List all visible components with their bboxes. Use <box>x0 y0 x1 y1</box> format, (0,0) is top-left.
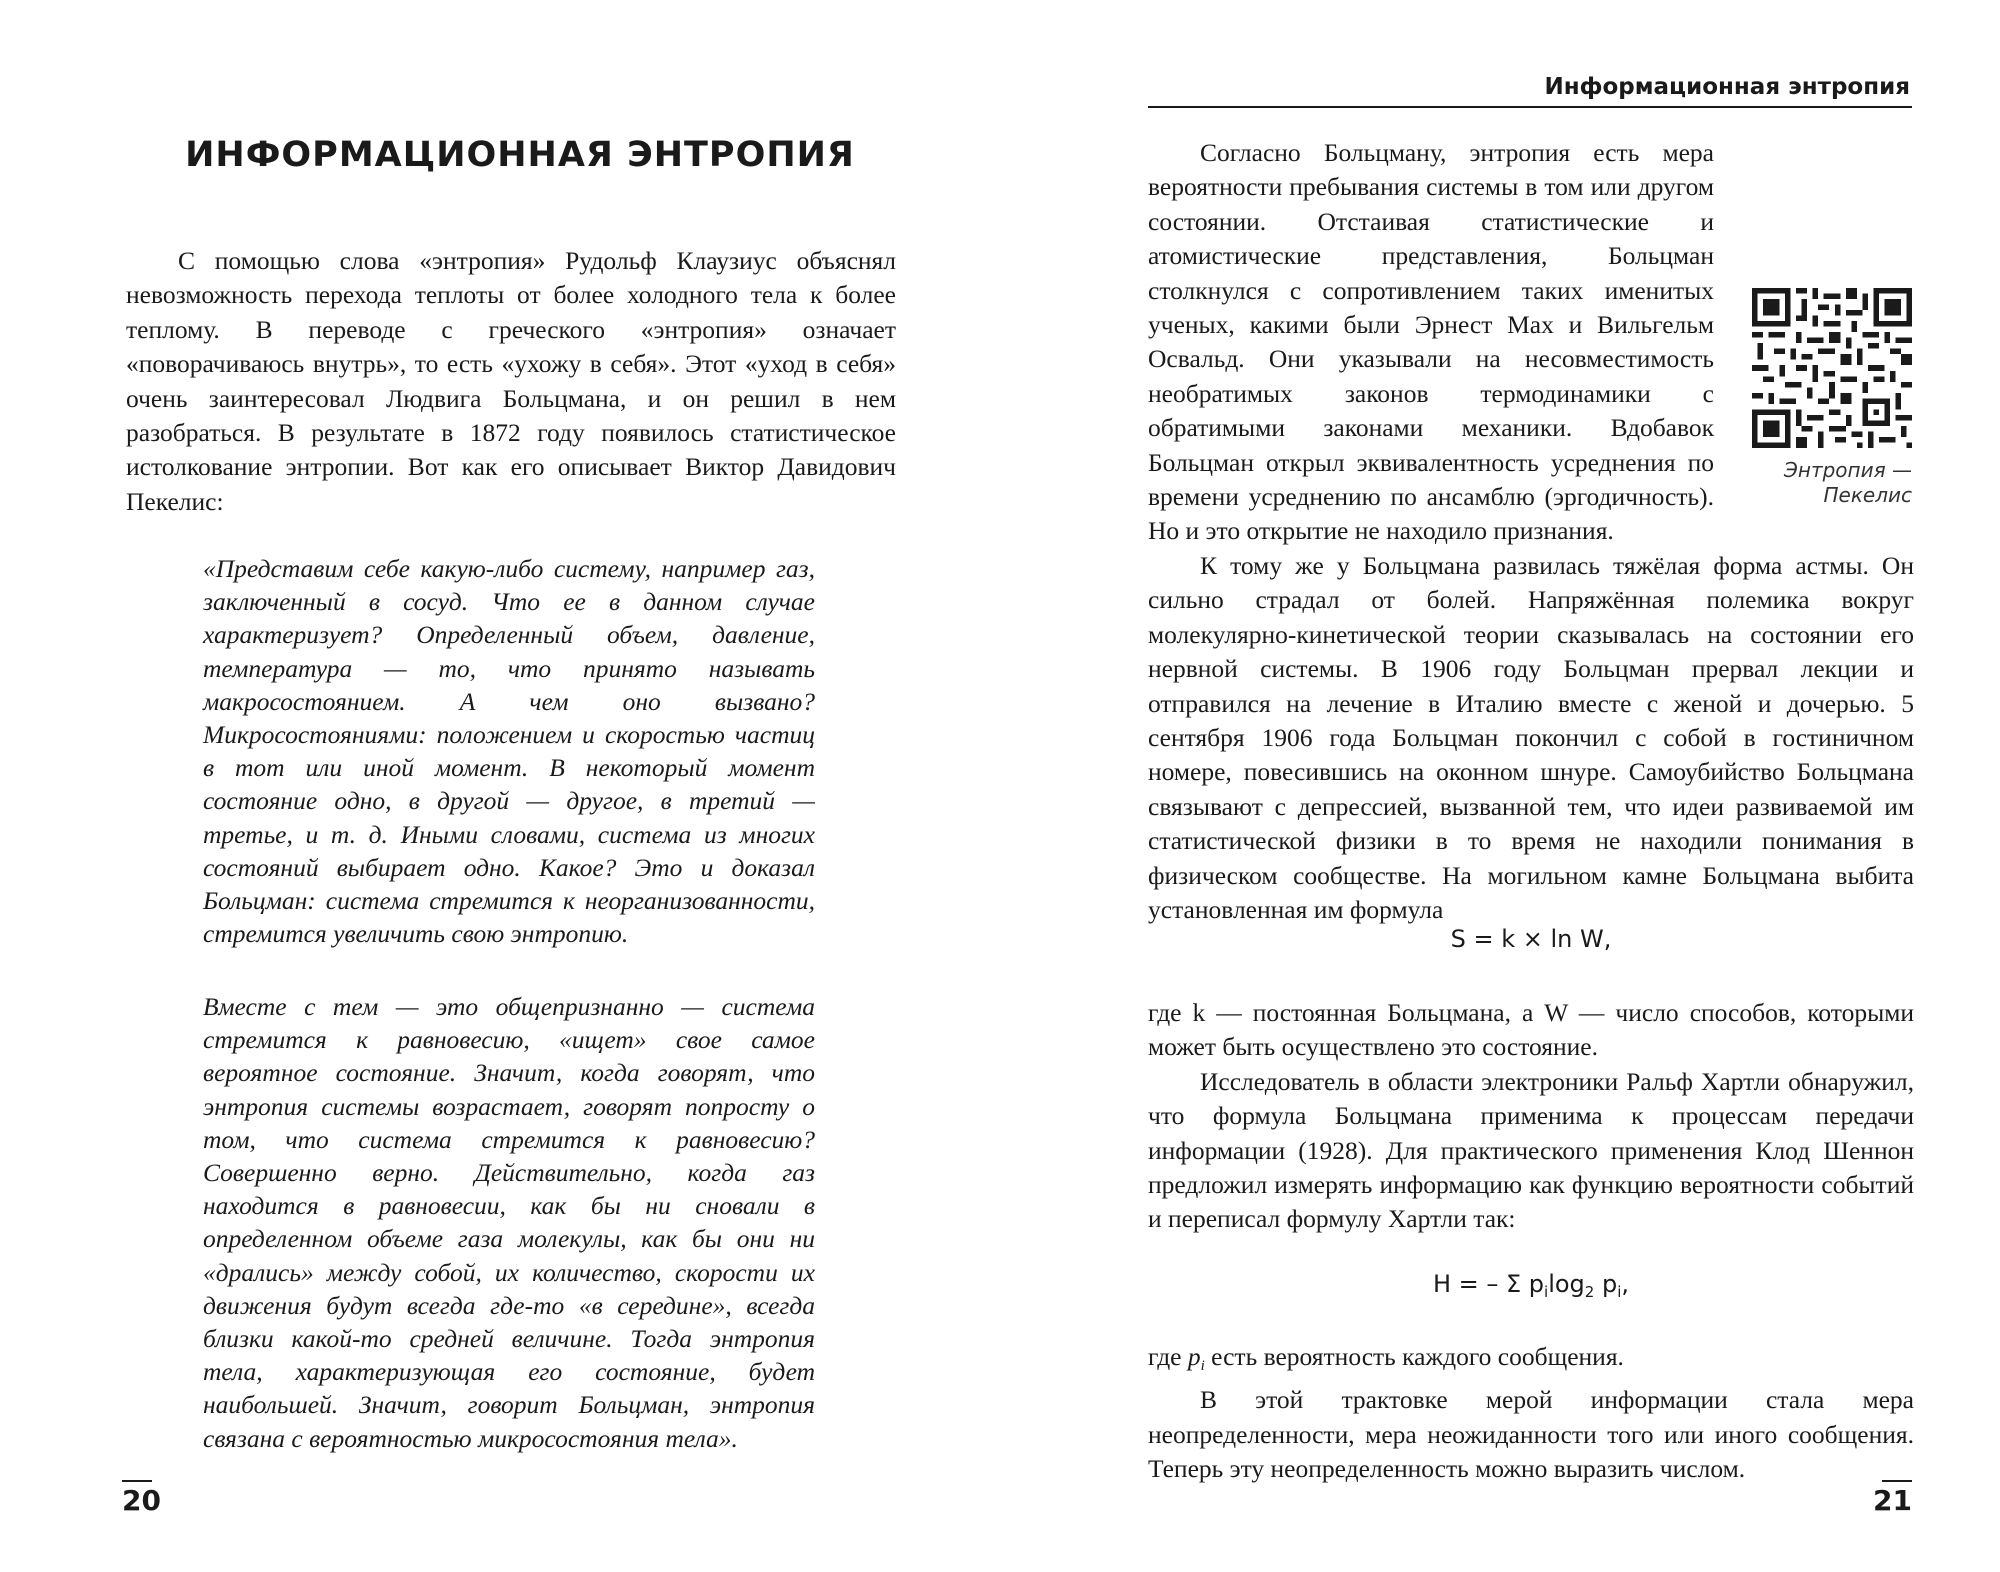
page-number-right: 21 <box>1873 1484 1912 1517</box>
right-paragraph-2: К тому же у Больцмана развилась тяжёлая форма астмы. Он сильно страдал от болей. Напряжённая полемика вокруг молекулярно-кинетической теории сказывалась на состоянии его нервной системы. В 1906 году Больцман прервал лекции и отправился на лечение в Италию вместе с женой и дочерью. 5 сентября 1906 года Больцман покончил с собой в гостиничном номере, повесившись на оконном шнуре. Самоубийство Больцмана связывают с депрессией, вызванной тем, что идеи развиваемой им статистической физики в то время не находили понимания в физическом сообществе. На могильном камне Больцмана выбита установленная им формула <box>1148 550 1914 924</box>
quote-block-1 <box>203 552 815 950</box>
formula-shannon <box>1148 1270 1914 1301</box>
formula-shannon-sub-i-2: i <box>1617 1283 1622 1301</box>
left-page <box>0 0 960 1572</box>
right-body <box>1148 136 1914 927</box>
right-paragraph-3: где k — постоянная Больцмана, а W — число способов, которыми может быть осуществлено это состояние. <box>1148 998 1914 1062</box>
running-head-rule <box>1148 106 1912 108</box>
running-head: Информационная энтропия <box>1544 74 1910 100</box>
right-paragraph-5 <box>1148 1340 1914 1383</box>
formula-shannon-sub-i-1: i <box>1544 1283 1549 1301</box>
paragraph-5-prefix: где <box>1148 1342 1188 1371</box>
right-paragraph-1: Согласно Больцману, энтропия есть мера вероятности пребывания системы в том или другом состоянии. Отстаивая статистические и атомистические представления, Больцман столкнулся с сопротивлением таких именитых ученых, какими были Эрнест Мах и Вильгельм Освальд. Они указывали на несовместимость необратимых законов термодинамики с обратимыми законами механики. Вдобавок Больцман открыл эквивалентность усреднения по времени усреднению по ансамблю (эргодичность). Но и это открытие не находило признания. <box>1148 138 1714 546</box>
formula-shannon-tail: , <box>1621 1270 1630 1298</box>
paragraph-5-suffix: есть вероятность каждого сообщения. <box>1204 1342 1624 1371</box>
right-paragraph-4: Исследователь в области электроники Ральф Хартли обнаружил, что формула Больцмана применима к процессам передачи информации (1928). Для практического применения Клод Шеннон предложил измерять информацию как функцию вероятности событий и переписал формулу Хартли так: <box>1148 1066 1914 1234</box>
formula-shannon-p: p <box>1594 1270 1618 1298</box>
right-body-2 <box>1148 996 1914 1237</box>
right-paragraph-6: В этой трактовке мерой информации стала мера неопределенности, мера неожиданности того или иного сообщения. Теперь эту неопределенность можно выразить числом. <box>1148 1385 1914 1484</box>
page-number-left: 20 <box>122 1484 161 1517</box>
folio-rule-right <box>1882 1480 1912 1482</box>
paragraph-5-var: p <box>1187 1342 1201 1371</box>
chapter-title: ИНФОРМАЦИОННАЯ ЭНТРОПИЯ <box>185 135 855 175</box>
quote-paragraph-1: «Представим себе какую-либо систему, например газ, заключенный в сосуд. Что ее в данном случае характеризует? Определенный объем, давление, температура — то, что принято называть макросостоянием. А чем оно вызвано? Микросостояниями: положением и скоростью частиц в тот или иной момент. В некоторый момент состояние одно, в другой — другое, в третий — третье, и т. д. Иными словами, система из многих состояний выбирает одно. Какое? Это и доказал Больцман: система стремится к неорганизованности, стремится увеличить свою энтропию. <box>203 554 815 949</box>
right-body-3 <box>1148 1340 1914 1487</box>
qr-block <box>1740 288 1912 508</box>
left-body <box>126 244 896 519</box>
formula-shannon-lhs: H = – Σ p <box>1432 1270 1545 1298</box>
qr-caption: Энтропия — Пекелис <box>1783 458 1912 507</box>
quote-paragraph-2: Вместе с тем — это общепризнанно — система стремится к равновесию, «ищет» свое самое вероятное состояние. Значит, когда говорят, что энтропия системы возрастает, говорят попросту о том, что система стремится к равновесию? Совершенно верно. Действительно, когда газ находится в равновесии, как бы ни сновали в определенном объеме газа молекулы, как бы они ни «дрались» между собой, их количество, скорости их движения будут всегда где-то «в середине», всегда близки какой-то средней величине. Тогда энтропия тела, характеризующая его состояние, будет наибольшей. Значит, говорит Больцман, энтропия связана с вероятностью микросостояния тела». <box>203 992 815 1453</box>
qr-code-icon[interactable] <box>1752 288 1912 448</box>
formula-shannon-log: log <box>1548 1270 1585 1298</box>
folio-rule-left <box>122 1480 152 1482</box>
quote-block-2 <box>203 990 815 1455</box>
formula-boltzmann: S = k × ln W, <box>1450 925 1612 953</box>
paragraph-5-sub: i <box>1200 1358 1205 1374</box>
right-page <box>1000 0 2000 1572</box>
left-paragraph-1: С помощью слова «энтропия» Рудольф Клаузиус объяснял невозможность перехода теплоты от более холодного тела к более теплому. В переводе с греческого «энтропия» означает «поворачиваюсь внутрь», то есть «ухожу в себя». Этот «уход в себя» очень заинтересовал Людвига Больцмана, и он решил в нем разобраться. В результате в 1872 году появилось статистическое истолкование энтропии. Вот как его описывает Виктор Давидович Пекелис: <box>126 246 896 516</box>
formula-shannon-sub-2: 2 <box>1584 1283 1595 1301</box>
